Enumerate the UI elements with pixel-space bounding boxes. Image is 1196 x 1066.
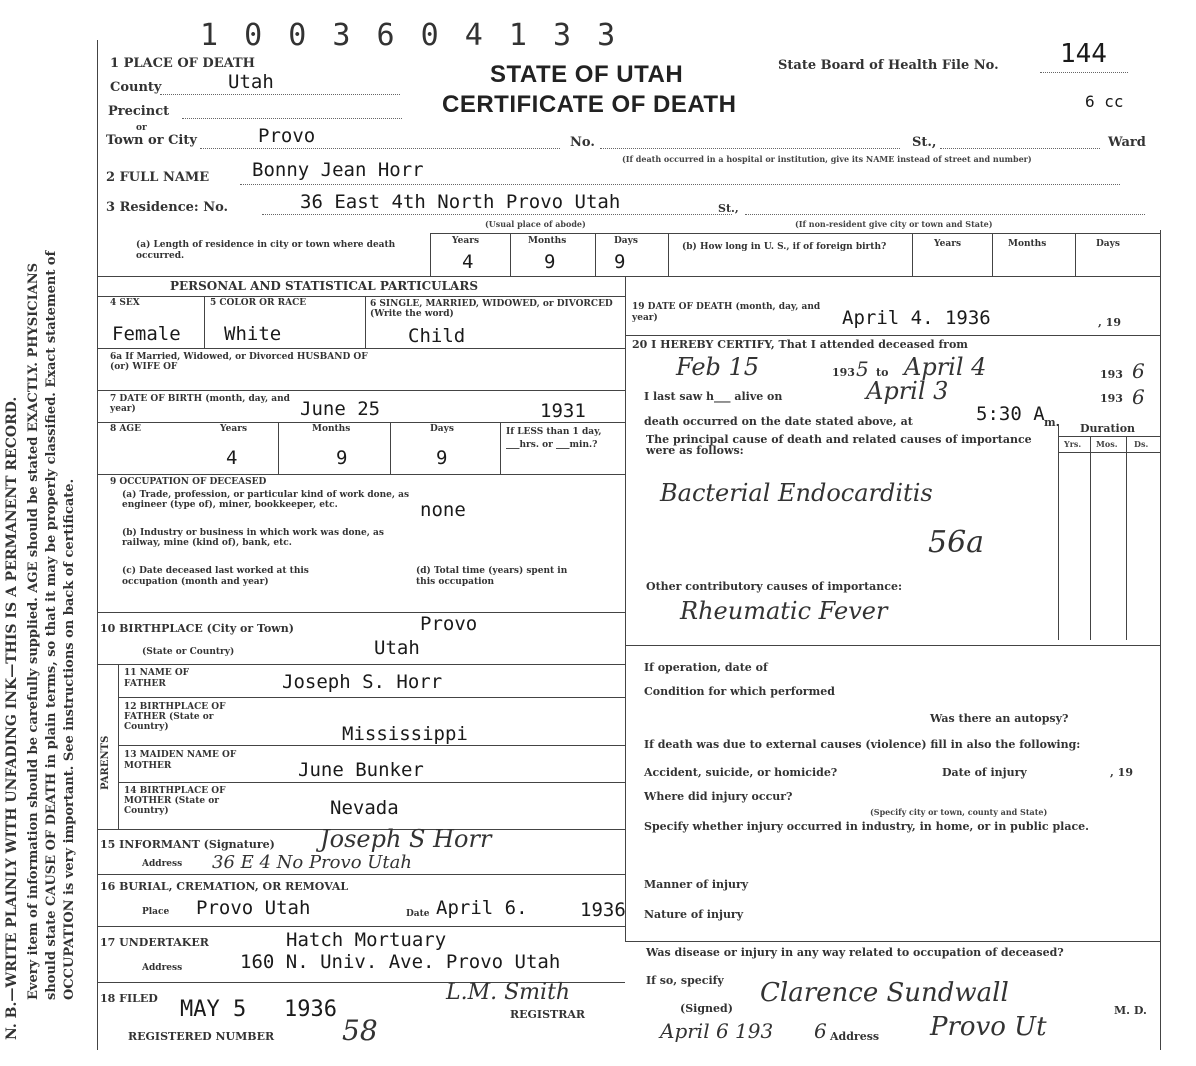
nonresident-note: (If non-resident give city or town and State) [795, 219, 993, 229]
or-label: or [136, 123, 147, 133]
informant-address-label: Address [142, 859, 183, 869]
birthplace-label: 10 BIRTHPLACE (City or Town) [100, 622, 294, 635]
filed-label: 18 FILED [100, 992, 158, 1005]
sign-date-value: April 6 193 [660, 1019, 774, 1043]
certify-from-year-digit: 5 [856, 357, 869, 381]
dob-label: 7 DATE OF BIRTH (month, day, and year) [110, 394, 290, 414]
if-so-label: If so, specify [646, 974, 724, 987]
cause-code-value: 56a [928, 525, 985, 560]
file-no-label: State Board of Health File No. [778, 58, 999, 73]
death-time-m: m. [1044, 416, 1060, 429]
precinct-label: Precinct [108, 104, 170, 119]
usual-abode-note: (Usual place of abode) [485, 219, 586, 229]
marital-label: 6 SINGLE, MARRIED, WIDOWED, or DIVORCED (Write the word) [370, 299, 613, 319]
us-years-header: Years [934, 239, 962, 249]
no-label: No. [570, 135, 595, 150]
occupation-label: 9 OCCUPATION OF DECEASED [110, 477, 267, 487]
last-saw-value: April 3 [866, 377, 949, 405]
side-note-line2: Every item of information should be carefully supplied. AGE should be stated EXACTLY. PHYSICIANS [26, 262, 41, 1000]
certificate-serial-number: 1 0 0 3 6 0 4 1 3 3 [200, 18, 620, 53]
res-days-value: 9 [614, 251, 626, 273]
certify-to-value: April 4 [904, 353, 987, 381]
certify-from-year: 193 [832, 366, 855, 379]
us-days-header: Days [1096, 239, 1120, 249]
burial-place-label: Place [142, 907, 170, 917]
registered-number-label: REGISTERED NUMBER [128, 1030, 275, 1043]
ward-label: Ward [1108, 135, 1146, 150]
last-saw-year-digit: 6 [1132, 385, 1145, 409]
sex-value: Female [112, 323, 181, 345]
undertaker-address-value: 160 N. Univ. Ave. Provo Utah [240, 951, 561, 973]
age-months-header: Months [312, 424, 351, 434]
parents-label: PARENTS [100, 735, 111, 790]
occupation-value: none [420, 499, 466, 521]
town-label: Town or City [106, 133, 197, 148]
residence-st-label: St., [718, 202, 739, 215]
physician-address-value: Provo Ut [930, 1012, 1047, 1042]
date-injury-century: , 19 [1110, 766, 1133, 779]
residence-label: 3 Residence: No. [106, 200, 229, 215]
duration-header: Duration [1080, 422, 1136, 435]
occupation-a-label: (a) Trade, profession, or particular kind of work done, as engineer (type of), miner, bookkeeper, etc. [122, 490, 410, 510]
marital-value: Child [408, 325, 466, 347]
father-name-label: 11 NAME OF FATHER [124, 668, 190, 689]
certify-from-value: Feb 15 [676, 353, 760, 381]
birthplace-state-value: Utah [374, 637, 420, 659]
res-years-value: 4 [462, 251, 474, 273]
other-causes-label: Other contributory causes of importance: [646, 580, 903, 593]
mother-birthplace-value: Nevada [330, 797, 399, 819]
res-years-header: Years [452, 236, 480, 246]
color-race-label: 5 COLOR OR RACE [210, 298, 307, 308]
registrar-signature: L.M. Smith [446, 980, 571, 1005]
duration-ds: Ds. [1134, 439, 1149, 449]
occupation-d-label: (d) Total time (years) spent in this occupation [416, 566, 568, 587]
physician-signature: Clarence Sundwall [760, 978, 1009, 1008]
st-label: St., [912, 135, 937, 150]
last-saw-year: 193 [1100, 392, 1123, 405]
mother-name-value: June Bunker [298, 759, 424, 781]
occupation-b-label: (b) Industry or business in which work was done, as railway, mine (kind of), bank, etc. [122, 528, 384, 548]
principal-cause-value: Bacterial Endocarditis [660, 479, 933, 507]
certify-to-label: to [876, 366, 889, 379]
full-name-value: Bonny Jean Horr [252, 159, 424, 181]
how-long-us-label: (b) How long in U. S., if of foreign birth? [682, 242, 887, 252]
burial-date-value: April 6. [436, 897, 528, 919]
death-occurred-label: death occurred on the date stated above, at [644, 415, 913, 428]
birthplace-city-value: Provo [420, 613, 478, 635]
where-injury-label: Where did injury occur? [644, 790, 793, 803]
age-days-header: Days [430, 424, 454, 434]
condition-label: Condition for which performed [644, 685, 835, 698]
nature-injury-label: Nature of injury [644, 908, 744, 921]
mother-name-label: 13 MAIDEN NAME OF MOTHER [124, 750, 237, 771]
burial-label: 16 BURIAL, CREMATION, OR REMOVAL [100, 880, 349, 893]
mother-birthplace-label: 14 BIRTHPLACE OF MOTHER (State or Country) [124, 786, 226, 816]
burial-year-value: 1936 [580, 899, 626, 921]
age-days-value: 9 [436, 447, 448, 469]
undertaker-label: 17 UNDERTAKER [100, 936, 209, 949]
sign-date-year-digit: 6 [814, 1019, 827, 1043]
full-name-label: 2 FULL NAME [106, 170, 210, 185]
registered-number-value: 58 [342, 1014, 378, 1047]
informant-signature: Joseph S Horr [320, 825, 492, 853]
certify-label: 20 I HEREBY CERTIFY, That I attended deceased from [632, 338, 968, 351]
informant-label: 15 INFORMANT (Signature) [100, 838, 275, 851]
specify-city-note: (Specify city or town, county and State) [870, 807, 1048, 817]
specify-injury-label: Specify whether injury occurred in industry, in home, or in public place. [644, 820, 1089, 833]
certify-to-year-digit: 6 [1132, 359, 1145, 383]
dob-value: June 25 [300, 398, 381, 420]
side-note-line4: OCCUPATION is very important. See instructions on back of certificate. [62, 478, 77, 1000]
side-note-line3: should state CAUSE OF DEATH in plain terms, so that it may be properly classified. Exact statement of [44, 250, 59, 1000]
dob-year-value: 1931 [540, 400, 586, 422]
father-birthplace-value: Mississippi [342, 723, 468, 745]
undertaker-address-label: Address [142, 963, 183, 973]
us-months-header: Months [1008, 239, 1047, 249]
signed-label: (Signed) [680, 1002, 733, 1015]
certify-to-year: 193 [1100, 368, 1123, 381]
personal-particulars-header: PERSONAL AND STATISTICAL PARTICULARS [170, 279, 479, 293]
father-name-value: Joseph S. Horr [282, 671, 443, 693]
physician-address-label: Address [830, 1030, 880, 1043]
manner-injury-label: Manner of injury [644, 878, 749, 891]
less-than-label: If LESS than 1 day, ___hrs. or ___min.? [506, 427, 602, 450]
date-of-death-value: April 4. 1936 [842, 307, 991, 329]
res-days-header: Days [614, 236, 638, 246]
file-no-value: 144 [1060, 39, 1107, 69]
color-value: White [224, 323, 282, 345]
autopsy-label: Was there an autopsy? [930, 712, 1069, 725]
burial-place-value: Provo Utah [196, 897, 311, 919]
age-months-value: 9 [336, 447, 348, 469]
principal-cause-label: The principal cause of death and related causes of importance were as follows: [646, 433, 1032, 457]
res-months-value: 9 [544, 251, 556, 273]
death-time-value: 5:30 A [976, 403, 1045, 425]
external-causes-label: If death was due to external causes (violence) fill in also the following: [644, 738, 1081, 751]
file-note: 6 cc [1085, 92, 1124, 111]
disease-related-label: Was disease or injury in any way related to occupation of deceased? [646, 946, 1064, 959]
last-saw-label: I last saw h___ alive on [644, 390, 783, 403]
father-birthplace-label: 12 BIRTHPLACE OF FATHER (State or Country) [124, 702, 226, 732]
informant-address-value: 36 E 4 No Provo Utah [212, 852, 412, 873]
town-value: Provo [258, 125, 316, 147]
operation-label: If operation, date of [644, 661, 768, 674]
dod-century: , 19 [1098, 316, 1121, 329]
side-note-line1: N. B.—WRITE PLAINLY WITH UNFADING INK—THIS IS A PERMANENT RECORD. [4, 396, 20, 1040]
occupation-c-label: (c) Date deceased last worked at this occupation (month and year) [122, 566, 309, 587]
undertaker-value: Hatch Mortuary [286, 929, 447, 951]
filed-value: MAY 5 [180, 997, 247, 1022]
hospital-note: (If death occurred in a hospital or institution, give its NAME instead of street and number) [622, 154, 1032, 164]
county-label: County [110, 80, 162, 95]
birthplace-state-label: (State or Country) [142, 647, 235, 657]
married-label: 6a If Married, Widowed, or Divorced HUSBAND OF (or) WIFE OF [110, 352, 368, 372]
sex-label: 4 SEX [110, 298, 140, 308]
accident-label: Accident, suicide, or homicide? [644, 766, 838, 779]
certificate-title: CERTIFICATE OF DEATH [442, 91, 737, 118]
res-months-header: Months [528, 236, 567, 246]
age-label: 8 AGE [110, 424, 141, 434]
age-years-value: 4 [226, 447, 238, 469]
state-title: STATE OF UTAH [490, 61, 684, 88]
filed-year-value: 1936 [284, 997, 337, 1022]
age-years-header: Years [220, 424, 248, 434]
county-value: Utah [228, 71, 274, 93]
duration-yrs: Yrs. [1064, 439, 1082, 449]
date-injury-label: Date of injury [942, 766, 1027, 779]
md-label: M. D. [1114, 1004, 1147, 1017]
date-of-death-label: 19 DATE OF DEATH (month, day, and year) [632, 302, 821, 323]
residence-value: 36 East 4th North Provo Utah [300, 191, 621, 213]
registrar-label: REGISTRAR [510, 1008, 586, 1021]
place-of-death-label: 1 PLACE OF DEATH [110, 56, 255, 71]
burial-date-label: Date [406, 909, 430, 919]
other-causes-value: Rheumatic Fever [680, 597, 888, 625]
length-residence-label: (a) Length of residence in city or town where death occurred. [136, 240, 396, 261]
duration-mos: Mos. [1096, 439, 1118, 449]
